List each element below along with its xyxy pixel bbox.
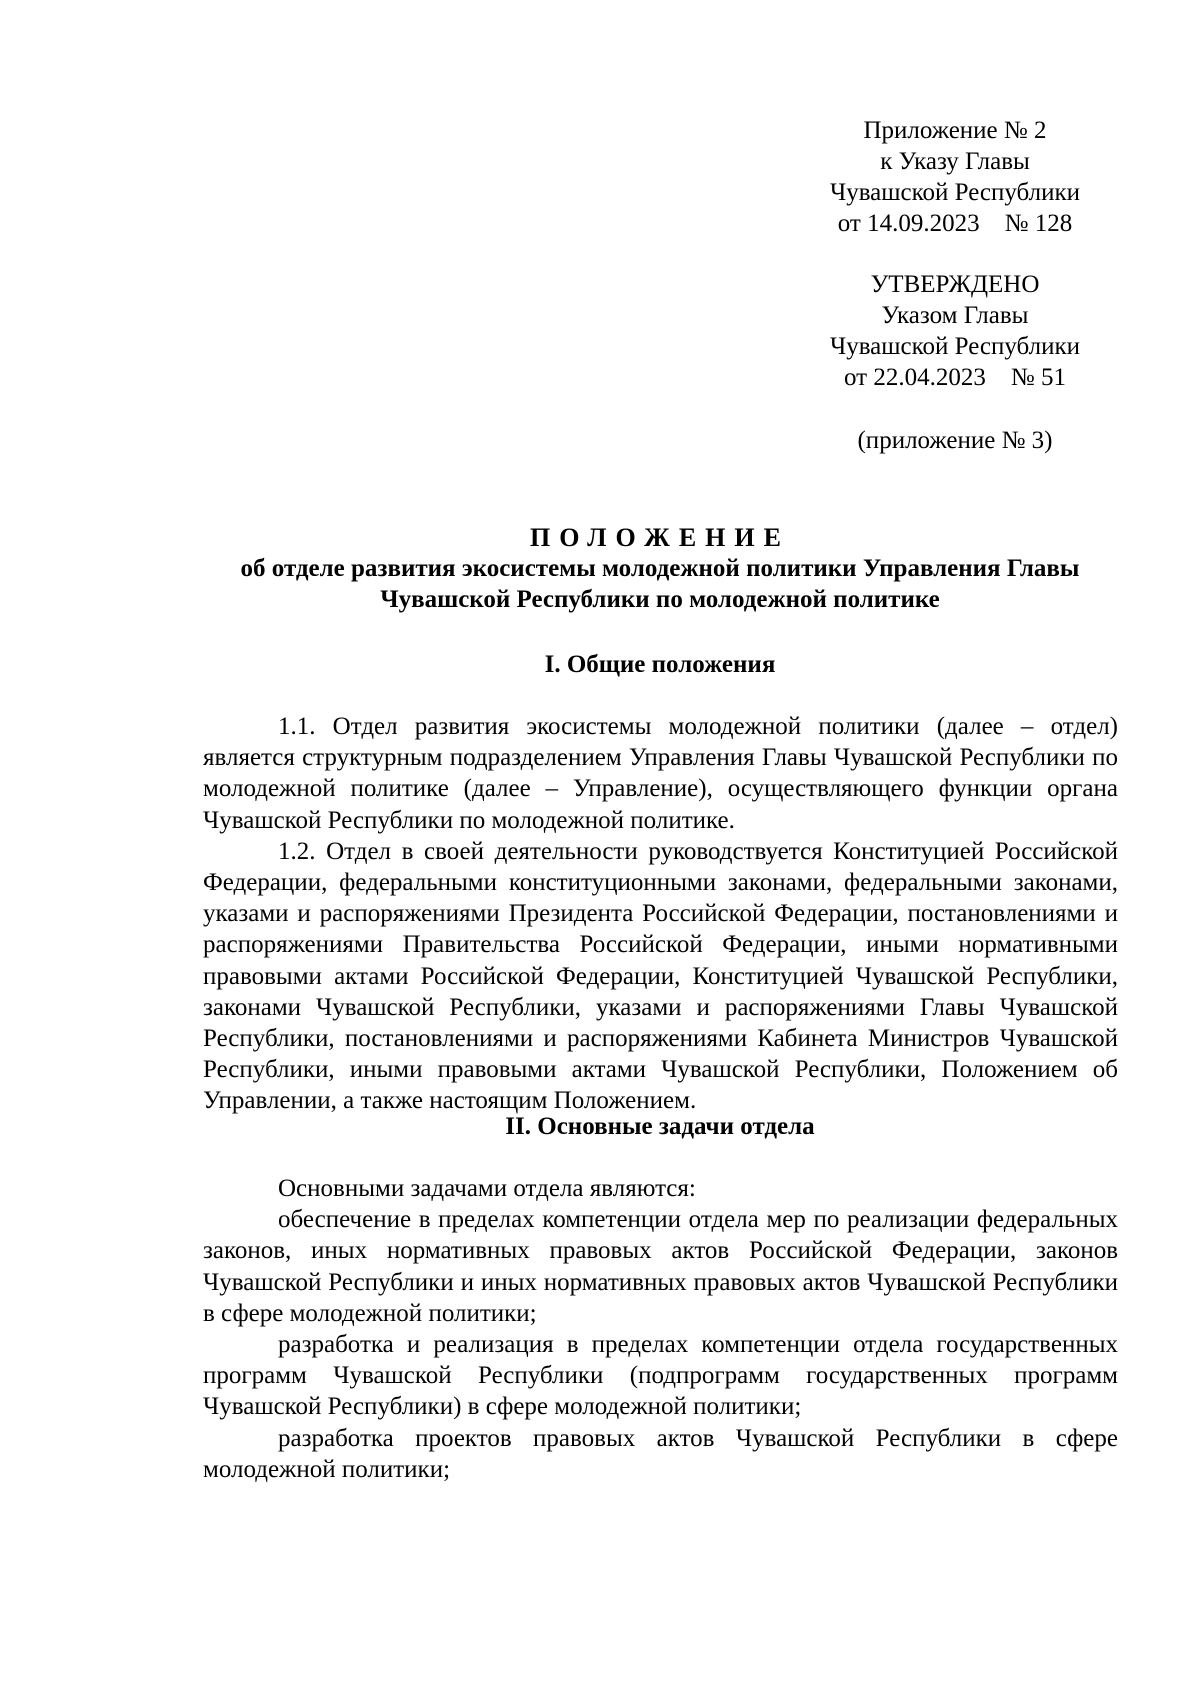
approved-note-text: (приложение № 3) (857, 427, 1053, 454)
appendix-decree-ref: к Указу Главы (880, 148, 1030, 175)
document-title (200, 522, 1120, 615)
task-item-1: обеспечение в пределах компетенции отдела мер по реализации федеральных законов, иных нормативных правовых актов Российской Федерации, законов Чувашской Республики и иных нормативных правовых актов Чувашской Республики в сфере молодежной политики; (203, 1206, 1118, 1327)
section-2-heading: II. Основные задачи отдела (505, 1113, 815, 1140)
appendix-header (805, 115, 1105, 239)
task-item-2: разработка и реализация в пределах компетенции отдела государственных программ Чувашской Республики (подпрограмм государственных программ Чувашской Республики) в сфере молодежной политики; (203, 1331, 1118, 1421)
approved-republic: Чувашской Республики (829, 333, 1081, 360)
approved-decree: Указом Главы (881, 302, 1029, 329)
section-1-heading: I. Общие положения (544, 651, 776, 678)
title-word: ПОЛОЖЕНИЕ (530, 523, 790, 552)
appendix-date-number: от 14.09.2023 № 128 (837, 210, 1073, 237)
approved-date-number: от 22.04.2023 № 51 (844, 364, 1066, 391)
title-subtitle-line2: Чувашской Республики по молодежной политике (380, 586, 940, 613)
appendix-number: Приложение № 2 (863, 117, 1047, 144)
paragraph-1-1: 1.1. Отдел развития экосистемы молодежной политики (далее – отдел) является структурным подразделением Управления Главы Чувашской Республики по молодежной политике (далее – Управление), осуществляющего функции органа Чувашской Республики по молодежной политике. (203, 713, 1118, 834)
section-2-body (203, 1173, 1118, 1485)
approval-stamp (805, 269, 1105, 393)
paragraph-1-2: 1.2. Отдел в своей деятельности руководствуется Конституцией Российской Федерации, федеральными конституционными законами, федеральными законами, указами и распоряжениями Президента Российской Федерации, постановлениями и распоряжениями Правительства Российской Федерации, иными нормативными правовыми актами Российской Федерации, Конституцией Чувашской Республики, законами Чувашской Республики, указами и распоряжениями Главы Чувашской Республики, постановлениями и распоряжениями Кабинета Министров Чувашской Республики, иными правовыми актами Чувашской Республики, Положением об Управлении, а также настоящим Положением. (203, 837, 1118, 1115)
approved-label: УТВЕРЖДЕНО (870, 271, 1040, 298)
section-1-body (203, 711, 1118, 1117)
approved-appendix-note (805, 425, 1105, 456)
appendix-republic: Чувашской Республики (829, 179, 1081, 206)
title-subtitle-line1: об отделе развития экосистемы молодежной политики Управления Главы (240, 555, 1080, 582)
task-item-3: разработка проектов правовых актов Чувашской Республики в сфере молодежной политики; (203, 1424, 1118, 1483)
tasks-intro: Основными задачами отдела являются: (278, 1175, 696, 1202)
